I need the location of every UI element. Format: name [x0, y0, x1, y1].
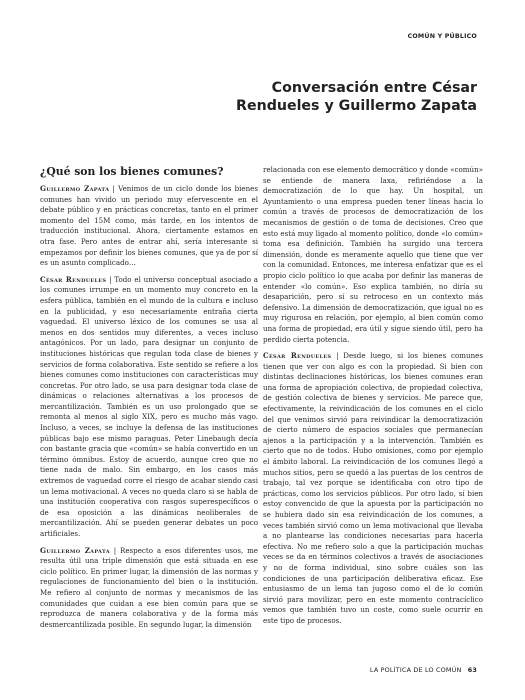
page-number: 63 [467, 666, 477, 674]
paragraph [263, 351, 483, 626]
article-title-line-2: Rendueles y Guillermo Zapata [236, 97, 477, 114]
paragraph-text: | Desde luego, si los bienes comunes tienen que ver con algo es con la propiedad. Si bien con distintas declinaciones históricas, los bienes comunes eran una forma de apropiación colectiva, de propiedad colectiva, de gestión colectiva de bienes y servicios. Me parece que, efectivamente, la reivindicación de los comunes en el ciclo del que venimos sirvió para reivindicar la democratización de cierto número de espacios sociales que permanecían ajenos a la participación y a la intervención. También es cierto que no de todos. Hubo omisiones, como por ejemplo el ámbito laboral. La reivindicación de los comunes llegó a muchos sitios, pero se quedó a las puertas de los centros de trabajo, tal vez porque se identificaba con otro tipo de prácticas, como los servicios públicos. Por otro lado, sí bien estoy convencido de que la apuesta por la participación no se hubiera dado sin esa reivindicación de los comunes, a veces también sirvió como un lema motivacional que llevaba a no plantearse las condiciones necesarias para hacerla efectiva. No me refiero solo a que la participación muchas veces se da en términos colectivos a través de asociaciones y no de forma individual, sino sobre cuáles son las condiciones de una participación deliberativa eficaz. Ese entusiasmo de un lema tan jugoso como el de lo común sirvió para movilizar, pero en este momento contracíclico vemos que también tuvo un coste, como suele ocurrir en este tipo de procesos. [263, 351, 483, 625]
right-column [263, 165, 483, 633]
section-header: COMÚN Y PÚBLICO [407, 33, 477, 40]
footer-label: LA POLÍTICA DE LO COMÚN [369, 666, 462, 674]
speaker-name: César Rendueles [40, 274, 107, 284]
speaker-name: Guillermo Zapata [40, 545, 110, 555]
paragraph-text: | Respecto a esos diferentes usos, me resulta útil una triple dimensión que está situada en ese ciclo político. En primer lugar, la dimensión de las normas y regulaciones de funcionamiento del bien o la institución. Me refiero al conjunto de normas y mecanismos de las comunidades que cuidan a ese bien común para que se reproduzca de manera colaborativa y de la forma más desmercantilizada posible. En segundo lugar, la dimensión [40, 545, 258, 629]
paragraph [263, 165, 483, 345]
section-heading: ¿Qué son los bienes comunes? [40, 165, 224, 178]
paragraph-text: | Todo el universo conceptual asociado a los comunes irrumpe en un momento muy concreto en la esfera pública, también en el mundo de la cultura e incluso en la publicidad, y eso necesariamente entraña cierta vaguedad. El universo léxico de los comunes se usa al menos en dos sentidos muy diferentes, a veces incluso antagónicos. Por un lado, para designar un conjunto de instituciones históricas que regulan toda clase de bienes y servicios de forma colaborativa. Este sentido se refiere a los bienes comunes como instituciones con características muy concretas. Por otro lado, se usa para designar toda clase de dinámicas o relaciones alternativas a los procesos de mercantilización. También es un uso prolongado que se remonta al menos al siglo XIX, pero es mucho más vago. Incluso, a veces, se incluye la defensa de las instituciones públicas bajo ese mismo paraguas. Peter Linebaugh decía con bastante gracia que «común» se había convertido en un término ómnibus. Estoy de acuerdo, aunque creo que no tiene nada de malo. Sin embargo, en los casos más extremos de vaguedad corre el riesgo de acabar siendo casi un lema motivacional. A veces no queda claro si se habla de una institución cooperativa con rasgos superespecíficos o de esa oposición a las dinámicas neoliberales de mercantilización. Ahí se pueden generar debates un poco artificiales. [40, 274, 259, 538]
paragraph [40, 546, 258, 631]
speaker-name: Guillermo Zapata [40, 184, 110, 193]
article-title [217, 80, 477, 115]
left-column [40, 165, 258, 636]
paragraph [40, 275, 258, 540]
speaker-name: César Rendueles [263, 351, 332, 361]
paragraph-text: relacionada con ese elemento democrático y donde «común» se entiende de manera laxa, refiriéndose a la democratización de lo que hay. Un hospital, un Ayuntamiento o una empresa pueden tener líneas hacia lo común a través de procesos de democratización de los mecanismos de gestión o de toma de decisiones. Creo que esto está muy ligado al momento político, donde «lo común» toma esa definición. También ha surgido una tercera dimensión, donde es meramente aquello que tiene que ver con la comunidad. Entonces, me interesa enfatizar que es el propio ciclo político lo que acaba por definir las maneras de entender «lo común». Eso explica también, no diría su desaparición, pero sí su retroceso en un contexto más defensivo. La dimensión de democratización, que igual no es muy rigurosa en relación, por ejemplo, al bien común como una forma de propiedad, era útil y sigue siendo útil, pero ha perdido cierta potencia. [263, 165, 483, 344]
paragraph [40, 184, 258, 269]
page-footer [370, 666, 477, 674]
paragraph-text: | Venimos de un ciclo donde los bienes comunes han vivido un periodo muy efervescente en el debate público y en prácticas concretas, tanto en el primer momento del 15M como, más tarde, en los intentos de traducción institucional. Ahora, ciertamente estamos en otra fase. Pero antes de entrar ahí, sería interesante si empezamos por definir los bienes comunes, que ya de por sí es un asunto complicado… [40, 184, 258, 268]
article-title-line-1: Conversación entre César [271, 80, 477, 96]
